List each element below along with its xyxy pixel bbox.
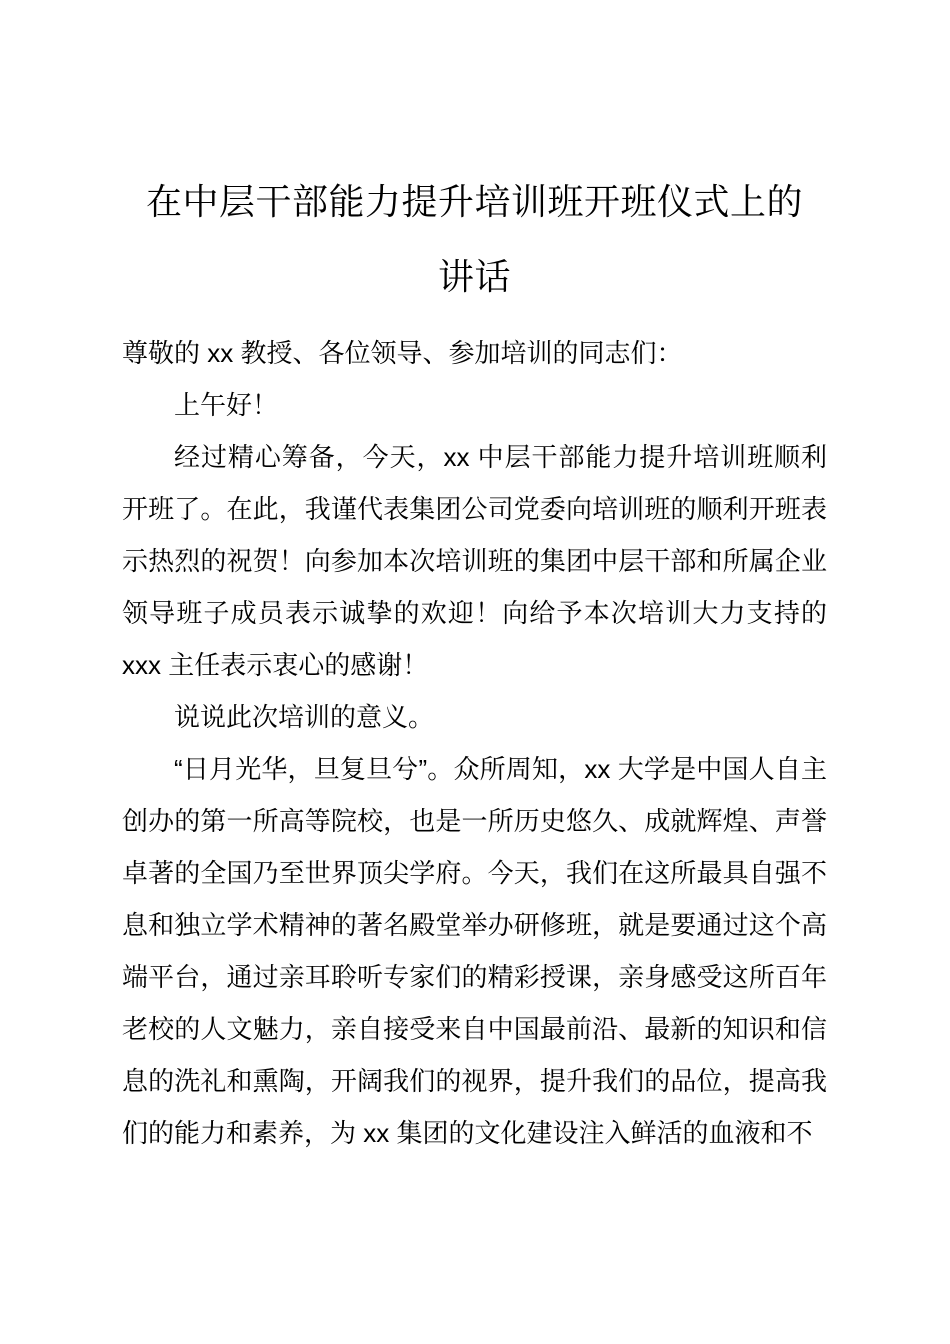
- paragraph-university-introduction: “日月光华，旦复旦兮”。众所周知，xx 大学是中国人自主创办的第一所高等院校，也是一所历史悠久、成就辉煌、声誉卓著的全国乃至世界顶尖学府。今天，我们在这所最具自强不息和独立学术精神的著名殿堂举办研修班，就是要通过这个高端平台，通过亲耳聆听专家们的精彩授课，亲身感受这所百年老校的人文魅力，亲自接受来自中国最前沿、最新的知识和信息的洗礼和熏陶，开阔我们的视界，提升我们的品位，提高我们的能力和素养，为 xx 集团的文化建设注入鲜活的血液和不: [122, 754, 827, 1148]
- paragraph-opening-congratulations: 经过精心筹备，今天，xx 中层干部能力提升培训班顺利开班了。在此，我谨代表集团公司党委向培训班的顺利开班表示热烈的祝贺！向参加本次培训班的集团中层干部和所属企业领导班子成员表示诚挚的欢迎！向给予本次培训大力支持的 xxx 主任表示衷心的感谢！: [122, 442, 827, 680]
- document-title-line-2: 讲话: [437, 256, 511, 297]
- paragraph-greeting: 上午好！: [174, 390, 279, 420]
- document-title: [122, 164, 827, 314]
- paragraph-salutation: 尊敬的 xx 教授、各位领导、参加培训的同志们：: [122, 338, 683, 368]
- document-title-line-1: 在中层干部能力提升培训班开班仪式上的: [145, 181, 803, 222]
- paragraph-training-significance-lead: 说说此次培训的意义。: [174, 702, 435, 732]
